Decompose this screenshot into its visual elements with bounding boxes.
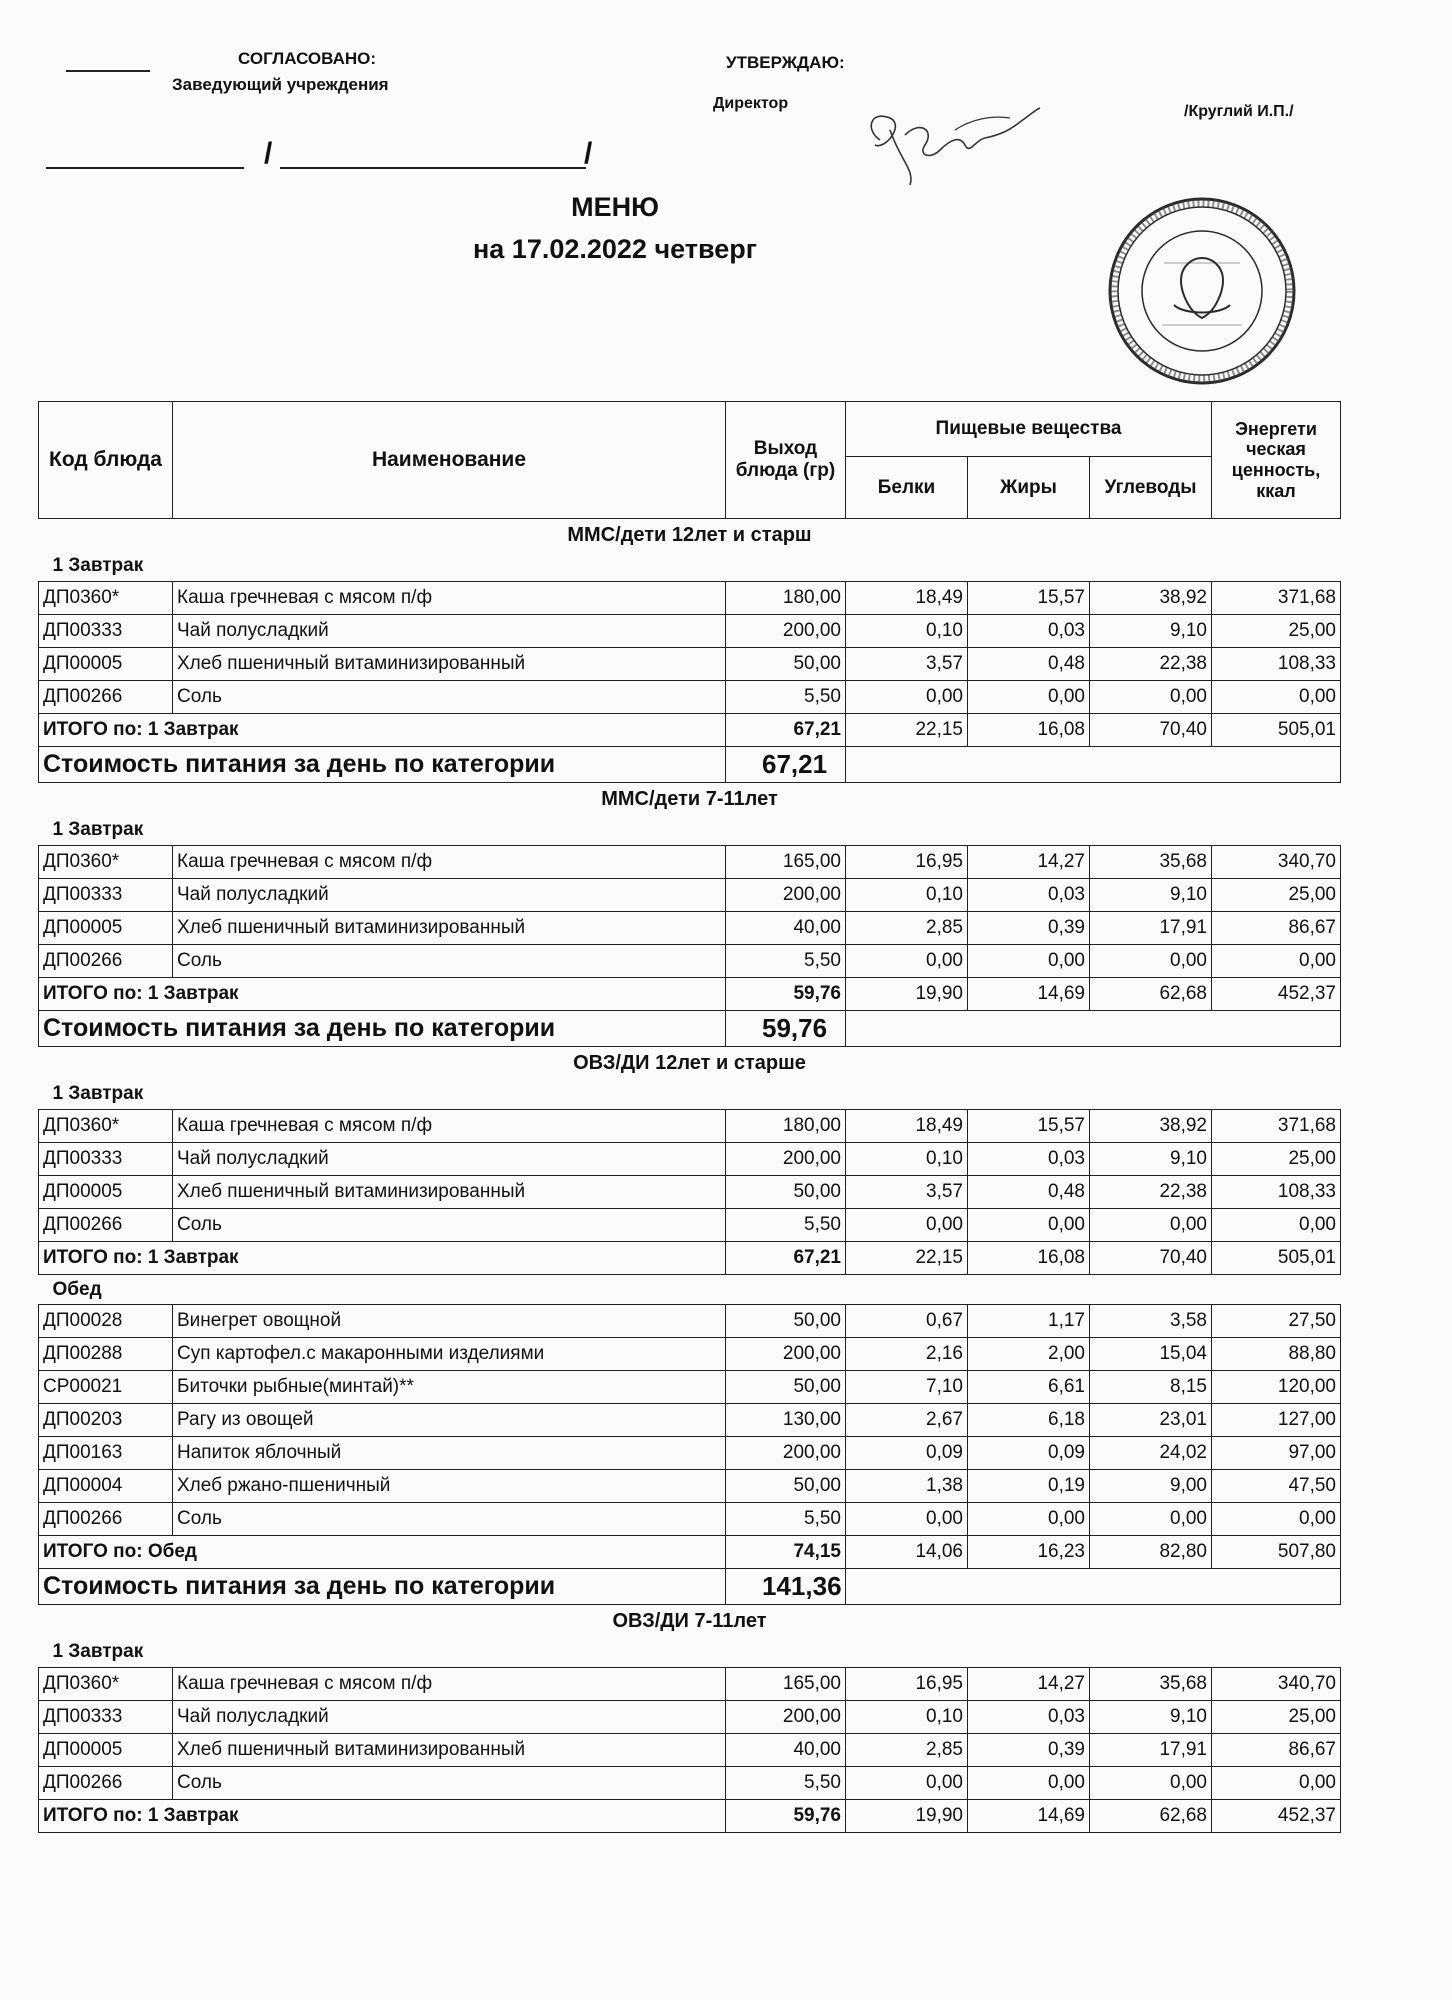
dish-fat: 15,57 <box>968 582 1090 615</box>
dish-fat: 0,39 <box>968 1734 1090 1767</box>
dish-fat: 0,03 <box>968 1143 1090 1176</box>
daily-cost-label: Стоимость питания за день по категории <box>39 747 726 783</box>
section-title: ММС/дети 7-11лет <box>601 787 778 810</box>
agreed-title: СОГЛАСОВАНО: <box>238 49 377 68</box>
dish-code: ДП00028 <box>39 1305 173 1338</box>
dish-protein: 2,85 <box>846 912 968 945</box>
daily-cost-label: Стоимость питания за день по категории <box>39 1011 726 1047</box>
dish-output: 200,00 <box>726 1701 846 1734</box>
header-fat: Жиры <box>968 457 1090 519</box>
dish-energy: 340,70 <box>1212 846 1341 879</box>
agreed-short-line <box>66 70 150 72</box>
dish-name: Напиток яблочный <box>173 1437 726 1470</box>
total-energy: 505,01 <box>1212 714 1341 747</box>
dish-fat: 0,00 <box>968 1503 1090 1536</box>
dish-fat: 6,18 <box>968 1404 1090 1437</box>
dish-output: 5,50 <box>726 681 846 714</box>
table-row <box>39 1371 1341 1404</box>
dish-name: Чай полусладкий <box>173 615 726 648</box>
dish-energy: 371,68 <box>1212 582 1341 615</box>
dish-protein: 0,10 <box>846 879 968 912</box>
dish-fat: 14,27 <box>968 846 1090 879</box>
total-energy: 452,37 <box>1212 1800 1341 1833</box>
dish-output: 40,00 <box>726 1734 846 1767</box>
dish-carbs: 0,00 <box>1090 1209 1212 1242</box>
dish-name: Чай полусладкий <box>173 1701 726 1734</box>
table-row <box>39 912 1341 945</box>
signature-slash-left: / <box>264 137 273 170</box>
dish-output: 200,00 <box>726 1338 846 1371</box>
dish-code: ДП00333 <box>39 615 173 648</box>
dish-output: 5,50 <box>726 945 846 978</box>
round-seal <box>1104 193 1300 389</box>
section-title: ОВЗ/ДИ 12лет и старше <box>573 1051 806 1074</box>
dish-energy: 25,00 <box>1212 879 1341 912</box>
total-protein: 14,06 <box>846 1536 968 1569</box>
dish-output: 50,00 <box>726 1176 846 1209</box>
section-title-row <box>39 783 1341 816</box>
dish-name: Соль <box>173 1209 726 1242</box>
daily-cost-row <box>39 747 1341 783</box>
meal-title: 1 Завтрак <box>52 1641 144 1663</box>
dish-carbs: 9,10 <box>1090 1701 1212 1734</box>
total-row <box>39 1242 1341 1275</box>
dish-carbs: 9,10 <box>1090 879 1212 912</box>
dish-output: 180,00 <box>726 582 846 615</box>
dish-name: Каша гречневая с мясом п/ф <box>173 1110 726 1143</box>
total-cost: 59,76 <box>726 1800 846 1833</box>
dish-carbs: 24,02 <box>1090 1437 1212 1470</box>
dish-name: Суп картофел.с макаронными изделиями <box>173 1338 726 1371</box>
total-carbs: 62,68 <box>1090 1800 1212 1833</box>
total-label: ИТОГО по: Обед <box>39 1536 726 1569</box>
dish-protein: 2,16 <box>846 1338 968 1371</box>
meal-title-row <box>39 1275 1341 1305</box>
table-row <box>39 1437 1341 1470</box>
table-row <box>39 1143 1341 1176</box>
dish-carbs: 0,00 <box>1090 681 1212 714</box>
document-date: на 17.02.2022 четверг <box>472 234 757 264</box>
dish-fat: 0,03 <box>968 615 1090 648</box>
total-fat: 14,69 <box>968 1800 1090 1833</box>
approve-title: УТВЕРЖДАЮ: <box>726 53 845 72</box>
daily-cost-value: 141,36 <box>726 1569 846 1605</box>
total-row <box>39 714 1341 747</box>
table-row <box>39 1470 1341 1503</box>
dish-energy: 97,00 <box>1212 1437 1341 1470</box>
dish-energy: 340,70 <box>1212 1668 1341 1701</box>
dish-energy: 0,00 <box>1212 1503 1341 1536</box>
dish-output: 180,00 <box>726 1110 846 1143</box>
dish-protein: 0,00 <box>846 681 968 714</box>
dish-carbs: 38,92 <box>1090 582 1212 615</box>
dish-protein: 0,00 <box>846 945 968 978</box>
meal-title-row <box>39 552 1341 582</box>
dish-carbs: 9,00 <box>1090 1470 1212 1503</box>
dish-energy: 25,00 <box>1212 1143 1341 1176</box>
dish-energy: 0,00 <box>1212 1767 1341 1800</box>
dish-energy: 0,00 <box>1212 945 1341 978</box>
approve-position: Директор <box>713 95 789 112</box>
daily-cost-blank <box>846 747 1341 783</box>
dish-code: ДП00266 <box>39 681 173 714</box>
dish-protein: 0,09 <box>846 1437 968 1470</box>
menu-table <box>38 401 1341 1833</box>
dish-carbs: 17,91 <box>1090 912 1212 945</box>
dish-protein: 0,00 <box>846 1503 968 1536</box>
dish-carbs: 0,00 <box>1090 1503 1212 1536</box>
dish-code: ДП00266 <box>39 945 173 978</box>
section-title: ММС/дети 12лет и старш <box>567 523 812 546</box>
total-label: ИТОГО по: 1 Завтрак <box>39 978 726 1011</box>
table-row <box>39 1668 1341 1701</box>
table-row <box>39 945 1341 978</box>
dish-fat: 0,00 <box>968 945 1090 978</box>
total-label: ИТОГО по: 1 Завтрак <box>39 1800 726 1833</box>
dish-code: ДП00203 <box>39 1404 173 1437</box>
dish-name: Хлеб пшеничный витаминизированный <box>173 1176 726 1209</box>
meal-title: Обед <box>52 1278 102 1300</box>
dish-fat: 0,19 <box>968 1470 1090 1503</box>
director-signature <box>860 100 1050 190</box>
total-fat: 16,23 <box>968 1536 1090 1569</box>
total-protein: 19,90 <box>846 1800 968 1833</box>
dish-carbs: 35,68 <box>1090 846 1212 879</box>
dish-code: ДП0360* <box>39 1668 173 1701</box>
dish-name: Соль <box>173 1503 726 1536</box>
dish-carbs: 22,38 <box>1090 648 1212 681</box>
daily-cost-blank <box>846 1011 1341 1047</box>
total-carbs: 70,40 <box>1090 1242 1212 1275</box>
dish-fat: 0,03 <box>968 1701 1090 1734</box>
table-row <box>39 1338 1341 1371</box>
dish-energy: 108,33 <box>1212 648 1341 681</box>
total-fat: 16,08 <box>968 1242 1090 1275</box>
dish-energy: 0,00 <box>1212 681 1341 714</box>
daily-cost-label: Стоимость питания за день по категории <box>39 1569 726 1605</box>
document-title: МЕНЮ <box>571 192 659 222</box>
dish-protein: 16,95 <box>846 846 968 879</box>
header-protein: Белки <box>846 457 968 519</box>
total-fat: 16,08 <box>968 714 1090 747</box>
dish-output: 200,00 <box>726 615 846 648</box>
dish-fat: 14,27 <box>968 1668 1090 1701</box>
dish-protein: 3,57 <box>846 1176 968 1209</box>
dish-name: Хлеб пшеничный витаминизированный <box>173 912 726 945</box>
dish-energy: 25,00 <box>1212 615 1341 648</box>
dish-energy: 120,00 <box>1212 1371 1341 1404</box>
total-label: ИТОГО по: 1 Завтрак <box>39 714 726 747</box>
dish-protein: 16,95 <box>846 1668 968 1701</box>
dish-fat: 15,57 <box>968 1110 1090 1143</box>
dish-energy: 0,00 <box>1212 1209 1341 1242</box>
total-energy: 505,01 <box>1212 1242 1341 1275</box>
dish-name: Чай полусладкий <box>173 1143 726 1176</box>
dish-fat: 0,48 <box>968 648 1090 681</box>
dish-code: ДП00266 <box>39 1767 173 1800</box>
dish-protein: 2,85 <box>846 1734 968 1767</box>
agreed-position: Заведующий учреждения <box>172 75 389 94</box>
table-row <box>39 846 1341 879</box>
meal-title: 1 Завтрак <box>52 1083 144 1105</box>
header-carbs: Углеводы <box>1090 457 1212 519</box>
section-title-row <box>39 1047 1341 1080</box>
dish-output: 40,00 <box>726 912 846 945</box>
table-row <box>39 879 1341 912</box>
dish-protein: 1,38 <box>846 1470 968 1503</box>
meal-title-row <box>39 1080 1341 1110</box>
dish-output: 130,00 <box>726 1404 846 1437</box>
dish-code: ДП0360* <box>39 582 173 615</box>
dish-name: Каша гречневая с мясом п/ф <box>173 846 726 879</box>
header-nutrients: Пищевые вещества <box>846 402 1212 457</box>
dish-name: Биточки рыбные(минтай)** <box>173 1371 726 1404</box>
daily-cost-row <box>39 1569 1341 1605</box>
dish-name: Каша гречневая с мясом п/ф <box>173 582 726 615</box>
section-title: ОВЗ/ДИ 7-11лет <box>612 1609 767 1632</box>
signature-line-left <box>46 167 244 169</box>
dish-code: СР00021 <box>39 1371 173 1404</box>
dish-output: 50,00 <box>726 1470 846 1503</box>
total-label: ИТОГО по: 1 Завтрак <box>39 1242 726 1275</box>
table-row <box>39 1110 1341 1143</box>
dish-fat: 0,39 <box>968 912 1090 945</box>
dish-output: 165,00 <box>726 846 846 879</box>
total-cost: 59,76 <box>726 978 846 1011</box>
dish-carbs: 9,10 <box>1090 615 1212 648</box>
header-energy: Энергети ческая ценность, ккал <box>1212 402 1341 519</box>
dish-energy: 86,67 <box>1212 1734 1341 1767</box>
meal-title-row <box>39 1638 1341 1668</box>
dish-energy: 27,50 <box>1212 1305 1341 1338</box>
dish-code: ДП00266 <box>39 1209 173 1242</box>
total-carbs: 82,80 <box>1090 1536 1212 1569</box>
dish-fat: 1,17 <box>968 1305 1090 1338</box>
table-row <box>39 1176 1341 1209</box>
dish-energy: 86,67 <box>1212 912 1341 945</box>
header-code: Код блюда <box>39 402 173 519</box>
dish-protein: 2,67 <box>846 1404 968 1437</box>
dish-code: ДП00005 <box>39 912 173 945</box>
dish-code: ДП00333 <box>39 1701 173 1734</box>
dish-name: Соль <box>173 1767 726 1800</box>
dish-code: ДП0360* <box>39 1110 173 1143</box>
dish-fat: 0,09 <box>968 1437 1090 1470</box>
table-row <box>39 1209 1341 1242</box>
dish-output: 5,50 <box>726 1503 846 1536</box>
daily-cost-blank <box>846 1569 1341 1605</box>
dish-code: ДП00005 <box>39 1176 173 1209</box>
dish-output: 200,00 <box>726 1143 846 1176</box>
table-row <box>39 648 1341 681</box>
dish-carbs: 8,15 <box>1090 1371 1212 1404</box>
signature-line-right <box>280 167 586 169</box>
total-energy: 507,80 <box>1212 1536 1341 1569</box>
total-cost: 67,21 <box>726 714 846 747</box>
dish-code: ДП0360* <box>39 846 173 879</box>
total-protein: 22,15 <box>846 714 968 747</box>
dish-fat: 2,00 <box>968 1338 1090 1371</box>
header-name: Наименование <box>173 402 726 519</box>
dish-name: Хлеб пшеничный витаминизированный <box>173 648 726 681</box>
dish-protein: 0,00 <box>846 1767 968 1800</box>
dish-output: 200,00 <box>726 1437 846 1470</box>
dish-output: 50,00 <box>726 648 846 681</box>
dish-output: 5,50 <box>726 1767 846 1800</box>
table-row <box>39 1404 1341 1437</box>
table-row <box>39 1767 1341 1800</box>
dish-fat: 0,48 <box>968 1176 1090 1209</box>
dish-energy: 127,00 <box>1212 1404 1341 1437</box>
table-row <box>39 615 1341 648</box>
dish-carbs: 3,58 <box>1090 1305 1212 1338</box>
dish-name: Соль <box>173 945 726 978</box>
dish-code: ДП00333 <box>39 879 173 912</box>
dish-protein: 0,10 <box>846 615 968 648</box>
total-energy: 452,37 <box>1212 978 1341 1011</box>
menu-table-body <box>39 519 1341 1833</box>
dish-carbs: 23,01 <box>1090 1404 1212 1437</box>
dish-fat: 0,00 <box>968 1767 1090 1800</box>
dish-energy: 108,33 <box>1212 1176 1341 1209</box>
dish-code: ДП00004 <box>39 1470 173 1503</box>
dish-carbs: 38,92 <box>1090 1110 1212 1143</box>
daily-cost-value: 67,21 <box>726 747 846 783</box>
total-row <box>39 978 1341 1011</box>
total-fat: 14,69 <box>968 978 1090 1011</box>
total-protein: 19,90 <box>846 978 968 1011</box>
section-title-row <box>39 519 1341 552</box>
dish-protein: 0,10 <box>846 1701 968 1734</box>
section-title-row <box>39 1605 1341 1638</box>
dish-protein: 18,49 <box>846 582 968 615</box>
dish-carbs: 9,10 <box>1090 1143 1212 1176</box>
dish-name: Соль <box>173 681 726 714</box>
dish-code: ДП00163 <box>39 1437 173 1470</box>
dish-name: Чай полусладкий <box>173 879 726 912</box>
dish-name: Хлеб пшеничный витаминизированный <box>173 1734 726 1767</box>
dish-fat: 6,61 <box>968 1371 1090 1404</box>
dish-protein: 0,10 <box>846 1143 968 1176</box>
dish-energy: 371,68 <box>1212 1110 1341 1143</box>
meal-title: 1 Завтрак <box>52 555 144 577</box>
meal-title-row <box>39 816 1341 846</box>
table-row <box>39 582 1341 615</box>
total-cost: 74,15 <box>726 1536 846 1569</box>
dish-carbs: 17,91 <box>1090 1734 1212 1767</box>
dish-carbs: 15,04 <box>1090 1338 1212 1371</box>
dish-output: 200,00 <box>726 879 846 912</box>
dish-name: Хлеб ржано-пшеничный <box>173 1470 726 1503</box>
total-row <box>39 1536 1341 1569</box>
menu-table-wrapper <box>38 401 1340 1833</box>
dish-output: 165,00 <box>726 1668 846 1701</box>
total-carbs: 70,40 <box>1090 714 1212 747</box>
dish-protein: 0,67 <box>846 1305 968 1338</box>
daily-cost-value: 59,76 <box>726 1011 846 1047</box>
dish-code: ДП00333 <box>39 1143 173 1176</box>
dish-protein: 3,57 <box>846 648 968 681</box>
dish-fat: 0,00 <box>968 1209 1090 1242</box>
total-cost: 67,21 <box>726 1242 846 1275</box>
dish-protein: 0,00 <box>846 1209 968 1242</box>
dish-carbs: 35,68 <box>1090 1668 1212 1701</box>
table-row <box>39 681 1341 714</box>
dish-name: Винегрет овощной <box>173 1305 726 1338</box>
table-row <box>39 1305 1341 1338</box>
dish-carbs: 22,38 <box>1090 1176 1212 1209</box>
dish-carbs: 0,00 <box>1090 1767 1212 1800</box>
dish-protein: 7,10 <box>846 1371 968 1404</box>
dish-output: 50,00 <box>726 1371 846 1404</box>
total-row <box>39 1800 1341 1833</box>
dish-energy: 47,50 <box>1212 1470 1341 1503</box>
dish-code: ДП00005 <box>39 648 173 681</box>
dish-fat: 0,00 <box>968 681 1090 714</box>
meal-title: 1 Завтрак <box>52 819 144 841</box>
dish-name: Рагу из овощей <box>173 1404 726 1437</box>
dish-fat: 0,03 <box>968 879 1090 912</box>
dish-protein: 18,49 <box>846 1110 968 1143</box>
daily-cost-row <box>39 1011 1341 1047</box>
table-row <box>39 1734 1341 1767</box>
signature-slash-right: / <box>584 137 593 170</box>
table-row <box>39 1503 1341 1536</box>
dish-name: Каша гречневая с мясом п/ф <box>173 1668 726 1701</box>
total-carbs: 62,68 <box>1090 978 1212 1011</box>
total-protein: 22,15 <box>846 1242 968 1275</box>
approver-name: /Круглий И.П./ <box>1184 103 1294 120</box>
table-row <box>39 1701 1341 1734</box>
dish-energy: 25,00 <box>1212 1701 1341 1734</box>
dish-output: 5,50 <box>726 1209 846 1242</box>
header-output: Выход блюда (гр) <box>726 402 846 519</box>
dish-energy: 88,80 <box>1212 1338 1341 1371</box>
dish-output: 50,00 <box>726 1305 846 1338</box>
dish-code: ДП00288 <box>39 1338 173 1371</box>
dish-code: ДП00005 <box>39 1734 173 1767</box>
dish-carbs: 0,00 <box>1090 945 1212 978</box>
dish-code: ДП00266 <box>39 1503 173 1536</box>
